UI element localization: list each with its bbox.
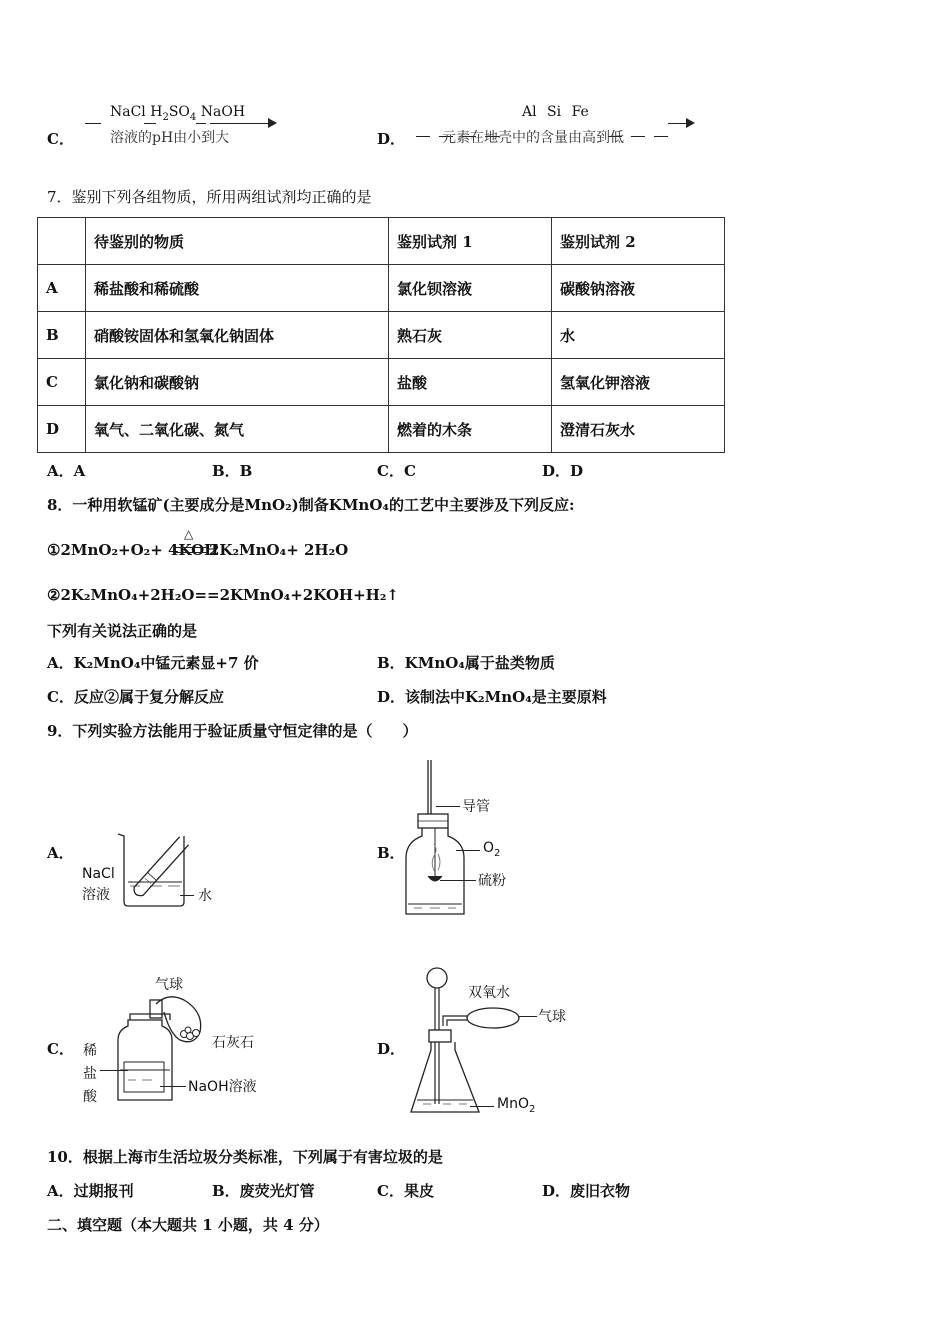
q10-option-b: B．废荧光灯管 xyxy=(212,1182,315,1200)
q9-d-mno2-pointer xyxy=(470,1106,494,1107)
q9-d-balloon-pointer xyxy=(519,1016,537,1017)
q8-stem: 8．一种用软锰矿(主要成分是MnO₂)制备KMnO₄的工艺中主要涉及下列反应: xyxy=(47,496,575,514)
q10-option-a: A．过期报刊 xyxy=(47,1182,134,1200)
q10-stem: 10．根据上海市生活垃圾分类标准，下列属于有害垃圾的是 xyxy=(47,1148,443,1166)
table-cell: C xyxy=(38,359,86,406)
table-header-reagent-1: 鉴别试剂 1 xyxy=(389,218,552,265)
section-2-heading: 二、填空题（本大题共 1 小题，共 4 分） xyxy=(47,1216,329,1234)
q6-c-arrow-head xyxy=(268,118,277,128)
q8-question: 下列有关说法正确的是 xyxy=(47,622,198,640)
al-symbol: Al xyxy=(522,104,537,120)
q8-option-c: C．反应②属于复分解反应 xyxy=(47,688,224,706)
table-header-reagent-2: 鉴别试剂 2 xyxy=(552,218,725,265)
q6-d-caption: 元素在地壳中的含量由高到低 xyxy=(442,130,624,146)
q6-d-arrow-line xyxy=(668,123,688,124)
q9-b-tube-label: 导管 xyxy=(462,799,490,815)
table-cell: D xyxy=(38,406,86,453)
table-cell: 硝酸铵固体和氢氧化钠固体 xyxy=(86,312,389,359)
q9-a-water-pointer xyxy=(180,895,194,896)
q8-equation-2: ②2K₂MnO₄+2H₂O==2KMnO₄+2KOH+H₂↑ xyxy=(47,586,399,604)
naoh-formula: NaOH xyxy=(200,104,246,120)
q6-option-d-letter: D． xyxy=(377,130,406,148)
q9-b-tube-pointer xyxy=(436,806,460,807)
q8-equation-1-left: ①2MnO₂+O₂+ 4KOH xyxy=(47,541,219,559)
table-header-substance: 待鉴别的物质 xyxy=(86,218,389,265)
q6-c-underscore-1 xyxy=(144,123,156,124)
table-cell: 熟石灰 xyxy=(389,312,552,359)
q9-c-acid-char-1: 稀 xyxy=(83,1043,97,1059)
q9-c-limestone-label: 石灰石 xyxy=(212,1035,254,1051)
si-symbol: Si xyxy=(547,104,562,120)
table-row xyxy=(38,218,725,265)
q6-d-elements xyxy=(522,104,589,120)
q8-option-a: A．K₂MnO₄中锰元素显+7 价 xyxy=(47,654,259,672)
q6-c-underscore-2 xyxy=(196,123,206,124)
table-row xyxy=(38,406,725,453)
q9-a-beaker-diagram xyxy=(110,826,200,910)
q9-option-a-letter: A． xyxy=(47,844,74,862)
q9-stem: 9．下列实验方法能用于验证质量守恒定律的是（ ） xyxy=(47,722,418,740)
table-cell: 碳酸钠溶液 xyxy=(552,265,725,312)
q9-option-b-letter: B． xyxy=(377,844,405,862)
table-cell: 稀盐酸和稀硫酸 xyxy=(86,265,389,312)
table-cell: 燃着的木条 xyxy=(389,406,552,453)
q7-option-a: A．A xyxy=(47,462,86,480)
q9-c-acid-char-2: 盐 xyxy=(83,1066,97,1082)
q9-d-mno2-label: MnO$_2$ xyxy=(497,1096,536,1115)
q9-b-o2-pointer xyxy=(456,850,480,851)
table-cell xyxy=(38,218,86,265)
table-cell: A xyxy=(38,265,86,312)
table-cell: 澄清石灰水 xyxy=(552,406,725,453)
q9-option-d-letter: D． xyxy=(377,1040,406,1058)
q9-b-bottle-diagram xyxy=(400,758,480,920)
table-cell: 氯化钠和碳酸钠 xyxy=(86,359,389,406)
table-cell: 氢氧化钾溶液 xyxy=(552,359,725,406)
q9-a-nacl-label: NaCl xyxy=(82,866,115,882)
table-cell: B xyxy=(38,312,86,359)
q6-option-c-letter: C． xyxy=(47,130,74,148)
q6-c-dash xyxy=(85,123,101,124)
q8-option-d: D．该制法中K₂MnO₄是主要原料 xyxy=(377,688,607,706)
q6-d-arrow-head xyxy=(686,118,695,128)
q8-heat-condition: △ xyxy=(184,527,194,541)
q9-c-acid-pointer xyxy=(100,1070,128,1071)
q6-c-caption: 溶液的pH由小到大 xyxy=(110,130,230,146)
q6-c-arrow-line xyxy=(210,123,270,124)
q9-a-water-label: 水 xyxy=(198,888,212,904)
q10-option-d: D．废旧衣物 xyxy=(542,1182,631,1200)
q9-c-naoh-pointer xyxy=(160,1086,186,1087)
table-row xyxy=(38,312,725,359)
q9-c-naoh-label: NaOH溶液 xyxy=(188,1079,257,1095)
table-cell: 水 xyxy=(552,312,725,359)
fe-symbol: Fe xyxy=(571,104,589,120)
q9-d-h2o2-label: 双氧水 xyxy=(468,985,510,1001)
table-row xyxy=(38,265,725,312)
q9-c-balloon-label: 气球 xyxy=(155,977,183,993)
q9-b-sulfur-pointer xyxy=(440,880,476,881)
q9-option-c-letter: C． xyxy=(47,1040,74,1058)
q7-table xyxy=(37,217,725,453)
q7-option-d: D．D xyxy=(542,462,584,480)
q6-c-formulas xyxy=(110,104,245,123)
q10-option-c: C．果皮 xyxy=(377,1182,434,1200)
q8-double-bond-equals xyxy=(173,547,207,553)
q9-d-balloon-label: 气球 xyxy=(538,1009,566,1025)
h2so4-formula: $H_2SO_4$ xyxy=(150,104,197,123)
q8-option-b: B．KMnO₄属于盐类物质 xyxy=(377,654,555,672)
q9-b-o2-label: $O_2$ xyxy=(483,840,501,859)
table-cell: 盐酸 xyxy=(389,359,552,406)
table-row xyxy=(38,359,725,406)
q9-c-acid-char-3: 酸 xyxy=(83,1089,97,1105)
q9-b-sulfur-label: 硫粉 xyxy=(478,873,506,889)
q7-option-b: B．B xyxy=(212,462,253,480)
nacl-formula: NaCl xyxy=(110,104,146,120)
q7-stem: 7．鉴别下列各组物质，所用两组试剂均正确的是 xyxy=(47,188,372,206)
q7-option-c: C．C xyxy=(377,462,416,480)
q9-a-solution-label: 溶液 xyxy=(82,887,110,903)
table-cell: 氯化钡溶液 xyxy=(389,265,552,312)
table-cell: 氧气、二氧化碳、氮气 xyxy=(86,406,389,453)
q8-equation-1-right: 2K₂MnO₄+ 2H₂O xyxy=(209,541,349,559)
